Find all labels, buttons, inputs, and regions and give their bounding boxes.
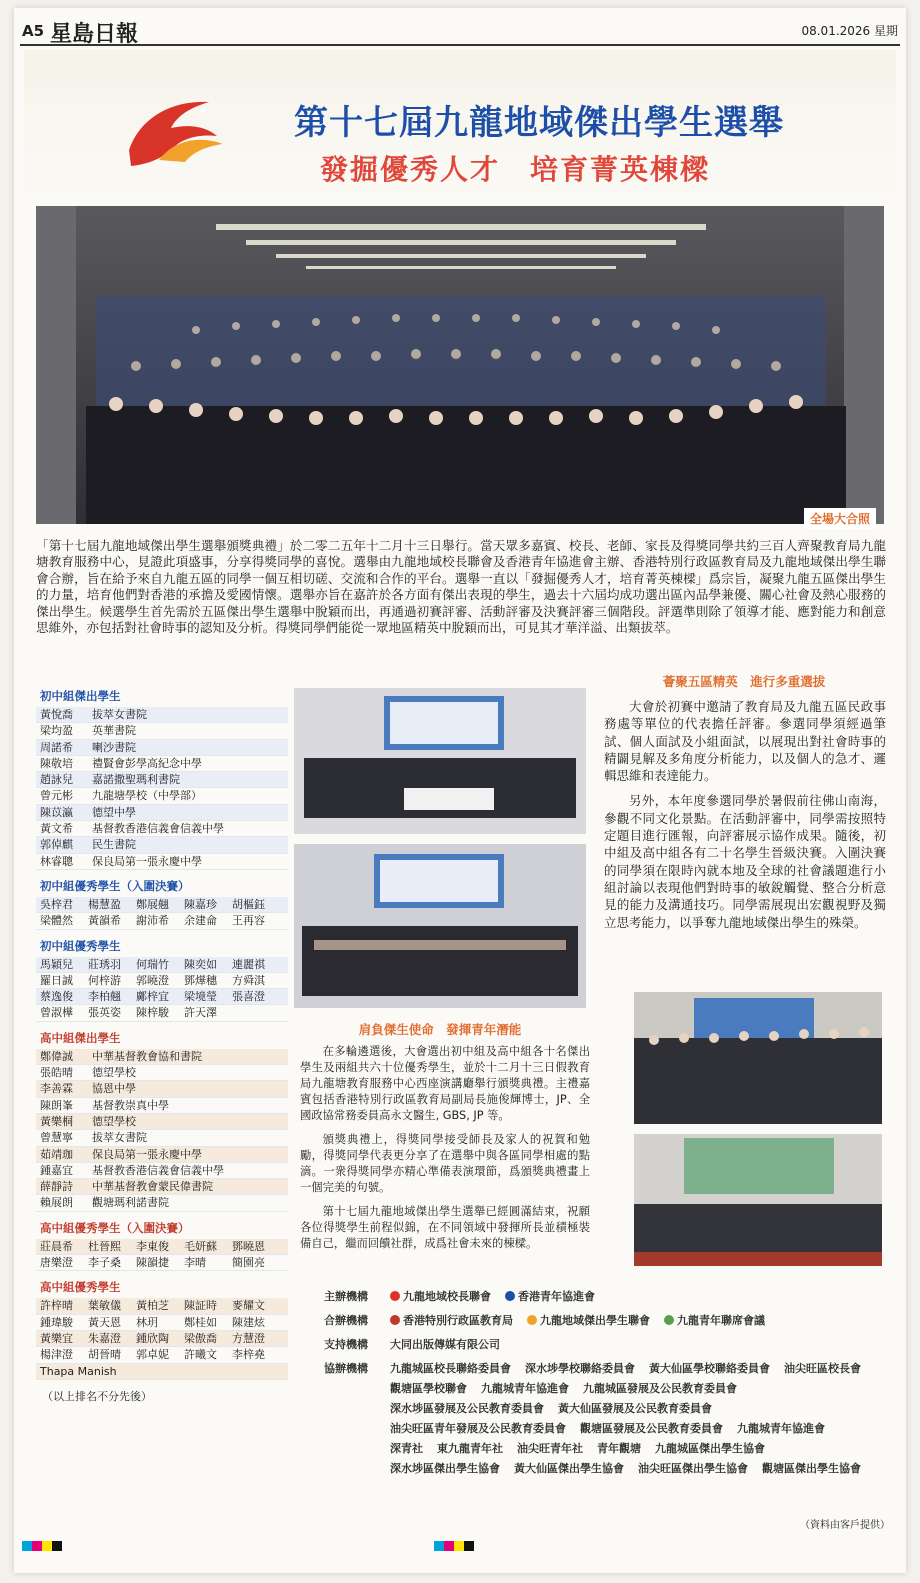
school-name: 德望學校 <box>92 1066 136 1080</box>
student-name: 鍾瑋駿 <box>40 1315 73 1329</box>
organizer-name: 九龍城區校長聯絡委員會 <box>390 1362 511 1375</box>
organizer-name: 大同出版傳媒有限公司 <box>390 1338 500 1351</box>
student-name <box>212 1364 250 1379</box>
ceremony-photo-1-illustration <box>294 688 586 834</box>
student-name: 黃柏芝 <box>136 1299 169 1313</box>
headline-banner <box>24 50 896 210</box>
junior-outstanding-list <box>36 688 288 870</box>
organizer-items <box>390 1360 884 1480</box>
list-row <box>36 854 288 870</box>
list-row <box>36 1298 288 1314</box>
student-name: 鄺梓宜 <box>136 990 169 1004</box>
student-name: 杜晉熙 <box>88 1239 121 1253</box>
student-name: 何梓游 <box>88 973 121 987</box>
student-name: 麥耀文 <box>232 1299 265 1313</box>
intro-paragraph: 「第十七屆九龍地域傑出學生選舉頒獎典禮」於二零二五年十二月十三日舉行。當天眾多嘉賓、校長、老師、家長及得獎同學共約三百人齊聚教育局九龍塘教育服務中心，見證此項盛事，分享得獎同學的喜悅。選舉由九龍地域校長聯會及香港青年協進會主辦、香港特別行政區教育局及九龍地域傑出學生聯會合辦，旨在給予來自九龍五區的同學一個互相切磋、交流和合作的平台。選舉一直以「發掘優秀人才，培育菁英棟樑」爲宗旨，凝聚九龍五區傑出學生的力量，培育他們對香港的承擔及愛國情懷。選舉亦旨在嘉許於各方面有傑出表現的學生，過去十六屆均成功選出區內品學兼優、關心社會及熱心服務的傑出學生。候選學生首先需於五區傑出學生選舉中脫穎而出，再通過初賽評審、活動評審及決賽評審三個階段。評選準則除了領導才能、應對能力和創意思維外，亦包括對社會時事的認知及分析。得獎同學們能從一眾地區精英中脫穎而出，可見其才華洋溢、出類拔萃。 <box>36 538 886 636</box>
ceremony-photo-2-illustration <box>294 844 586 1008</box>
list-heading: 初中組優秀學生 <box>40 938 121 953</box>
list-table <box>36 1298 288 1379</box>
student-name: 周諾希 <box>40 740 73 754</box>
list-row <box>36 1239 288 1255</box>
organizer-name: 九龍城區發展及公民教育委員會 <box>583 1382 737 1395</box>
organizer-name: 油尖旺區青年發展及公民教育委員會 <box>390 1422 566 1435</box>
organizers-block <box>324 1288 884 1484</box>
list-row <box>36 1098 288 1114</box>
student-name <box>250 1364 288 1379</box>
organizer-name: 深水埗學校聯絡委員會 <box>525 1362 635 1375</box>
student-name: 方舜淇 <box>232 973 265 987</box>
list-heading: 高中組優秀學生（入圍決賽） <box>40 1220 190 1235</box>
student-name: 鍾嘉宜 <box>40 1163 73 1177</box>
paragraph: 第十七屆九龍地域傑出學生選舉已經圓滿結束，祝願各位得獎學生前程似錦，在不同領域中發揮所長並積極裝備自己，繼而回饋社群，成爲社會未來的棟樑。 <box>300 1205 590 1250</box>
student-name: 馬穎兒 <box>40 957 73 971</box>
organizer-name: 黃大仙區傑出學生協會 <box>514 1462 624 1475</box>
paper-name: 星島日報 <box>50 21 139 47</box>
organizer-label: 合辦機構 <box>324 1314 368 1327</box>
paragraph: 另外，本年度參選同學於暑假前往佛山南海，參觀不同文化景點。在活動評審中，同學需按照特定題目進行匯報，向評審展示協作成果。隨後，初中組及高中組各有二十名學生晉級決賽。入圍決賽的同學須在限時內就本地及全球的社會議題進行小組討論以表現他們對時事的敏銳觸覺、整合分析意見的能力及溝通技巧。同學需展現出宏觀視野及獨立思考能力，以爭奪九龍地域傑出學生的殊榮。 <box>604 793 886 930</box>
school-name: 基督教香港信義會信義中學 <box>92 1163 224 1177</box>
senior-excellent-finalists-list <box>36 1220 288 1272</box>
students-photo <box>634 1134 882 1266</box>
organizer-label: 支持機構 <box>324 1338 368 1351</box>
list-row <box>36 837 288 853</box>
student-name: 陳奕如 <box>184 957 217 971</box>
student-name: 茹靖珈 <box>40 1147 73 1161</box>
student-name <box>232 1005 280 1020</box>
student-name: 何瑞竹 <box>136 957 169 971</box>
student-name: 莊晨希 <box>40 1239 73 1253</box>
ceremony-photo-1 <box>294 688 586 834</box>
student-name: 朱嘉澄 <box>88 1331 121 1345</box>
guests-photo <box>634 992 882 1124</box>
list-row <box>36 1147 288 1163</box>
student-name: 梁均盈 <box>40 724 73 738</box>
student-name: 鄧燁穗 <box>184 973 217 987</box>
student-name: 黃悅喬 <box>40 708 73 721</box>
school-name: 保良局第一張永慶中學 <box>92 1147 202 1161</box>
student-name: 謝沛希 <box>136 914 169 928</box>
student-name: 許天澤 <box>184 1006 217 1020</box>
student-name: 鄭偉誠 <box>40 1049 73 1063</box>
student-name: 陳敬培 <box>40 756 73 770</box>
list-row <box>36 1081 288 1097</box>
section-heading-middle: 肩負傑生使命 發揮青年潛能 <box>358 1022 522 1037</box>
organizer-name: 黃大仙區學校聯絡委員會 <box>649 1362 770 1375</box>
photo-caption: 全場大合照 <box>804 508 876 529</box>
student-name: 陳梓駿 <box>136 1006 169 1020</box>
student-name: 張喜澄 <box>232 990 265 1004</box>
student-name: 郭倬麒 <box>40 838 73 852</box>
list-heading: 高中組優秀學生 <box>40 1280 121 1295</box>
student-name: 李善霖 <box>40 1082 73 1096</box>
school-name: 觀塘瑪利諾書院 <box>92 1196 169 1210</box>
student-name: 胡樞鈺 <box>232 897 265 911</box>
school-name: 基督教香港信義會信義中學 <box>92 822 224 836</box>
student-name: 曾元彬 <box>40 789 73 803</box>
list-row <box>36 805 288 821</box>
ranking-note: （以上排名不分先後） <box>42 1389 152 1403</box>
headline-title: 第十七屆九龍地域傑出學生選舉 <box>294 103 784 143</box>
student-name: 李梓堯 <box>232 1348 265 1362</box>
list-row <box>36 1195 288 1211</box>
group-photo-illustration <box>36 206 884 524</box>
list-table <box>36 1049 288 1212</box>
organizer-name: 東九龍青年社 <box>437 1442 503 1455</box>
student-name: 王再容 <box>232 914 265 928</box>
print-color-bar <box>434 1541 474 1551</box>
student-name: 黃樂宜 <box>40 1331 73 1345</box>
student-name: 楊慧盈 <box>88 897 121 911</box>
organizer-name: 深青社 <box>390 1442 423 1455</box>
student-name: 鄭桂如 <box>184 1315 217 1329</box>
student-name: 毛妍蘇 <box>184 1239 217 1253</box>
list-row <box>36 1364 288 1380</box>
organizer-items <box>390 1288 884 1308</box>
student-name: 方慧澄 <box>232 1331 265 1345</box>
student-name: 薛靜詩 <box>40 1180 73 1194</box>
list-row <box>36 821 288 837</box>
student-name: 鄧曉恩 <box>232 1239 265 1253</box>
list-heading: 初中組優秀學生（入圍決賽） <box>40 878 190 893</box>
list-row <box>36 973 288 989</box>
student-name: 黃韻希 <box>88 914 121 928</box>
organizer-name: 青年觀塘 <box>597 1442 641 1455</box>
list-row <box>36 1315 288 1331</box>
organizer-label: 主辦機構 <box>324 1290 368 1303</box>
student-name: 李柏翹 <box>88 990 121 1004</box>
organizer-label: 協辦機構 <box>324 1362 368 1375</box>
organizer-name: 觀塘區發展及公民教育委員會 <box>580 1422 723 1435</box>
publication-date: 08.01.2026 星期 <box>801 24 898 38</box>
organizer-items <box>390 1336 884 1356</box>
student-name: 張英姿 <box>88 1006 121 1020</box>
list-row <box>36 1130 288 1146</box>
list-row <box>36 1163 288 1179</box>
senior-excellent-list <box>36 1279 288 1379</box>
list-heading: 初中組傑出學生 <box>40 689 121 703</box>
school-name: 德望中學 <box>92 805 136 819</box>
student-name: 葉敏儀 <box>88 1299 121 1313</box>
page-number: A5 <box>22 22 45 40</box>
paragraph: 在多輪遴選後，大會選出初中組及高中組各十名傑出學生及兩組共六十位優秀學生，並於十二月十三日假教育局九龍塘教育服務中心西座演講廳舉行頒獎典禮。主禮嘉賓包括香港特別行政區教育局副局長施俊輝博士，JP、全國政協常務委員高永文醫生, GBS, JP 等。 <box>300 1045 590 1122</box>
list-row <box>36 1331 288 1347</box>
source-note: （資料由客戶提供） <box>800 1520 890 1531</box>
group-photo <box>36 206 884 524</box>
list-row <box>36 740 288 756</box>
middle-article <box>300 1044 590 1260</box>
organizer-name: 九龍城青年協進會 <box>481 1382 569 1395</box>
organizer-row <box>324 1336 884 1356</box>
student-name: 陳韻捷 <box>136 1256 169 1270</box>
student-name: 賴展朗 <box>40 1196 73 1210</box>
student-name: 蔡逸俊 <box>40 990 73 1004</box>
school-name: 協恩中學 <box>92 1082 136 1096</box>
school-name: 基督教崇真中學 <box>92 1098 169 1112</box>
list-row <box>36 707 288 723</box>
organizer-row <box>324 1288 884 1308</box>
student-name: 胡晉晴 <box>88 1348 121 1362</box>
students-photo-illustration <box>634 1134 882 1266</box>
dragon-logo-icon <box>119 80 229 175</box>
organizer-row <box>324 1360 884 1480</box>
student-name: 曾慧寧 <box>40 1131 73 1145</box>
student-name: 林睿聰 <box>40 854 73 868</box>
hkyaa-logo-icon <box>505 1291 515 1301</box>
right-article <box>604 698 886 939</box>
organizer-name: 觀塘區學校聯會 <box>390 1382 467 1395</box>
student-name: 陳証時 <box>184 1299 217 1313</box>
senior-outstanding-list <box>36 1030 288 1212</box>
paragraph: 大會於初賽中邀請了教育局及九龍五區民政事務處等單位的代表擔任評審。參選同學須經過筆試、個人面試及小組面試，以展現出對社會時事的精闢見解及多角度分析能力，以及個人的急才、邏輯思維和表達能力。 <box>604 699 886 784</box>
junior-excellent-list <box>36 938 288 1022</box>
student-name: 梁境瑩 <box>184 990 217 1004</box>
student-name: 莊琇羽 <box>88 957 121 971</box>
organizer-name: 油尖旺區傑出學生協會 <box>638 1462 748 1475</box>
school-name: 英華書院 <box>92 724 136 738</box>
student-name: 曾淑樺 <box>40 1006 73 1020</box>
list-heading: 高中組傑出學生 <box>40 1030 121 1045</box>
organizer-name: 九龍地域傑出學生聯會 <box>527 1312 650 1328</box>
student-name: 李子桑 <box>88 1256 121 1270</box>
student-name: 梁傲喬 <box>184 1331 217 1345</box>
list-table <box>36 957 288 1022</box>
school-name: 保良局第一張永慶中學 <box>92 854 202 868</box>
organizer-name: 觀塘區傑出學生協會 <box>762 1462 861 1475</box>
youth-council-logo-icon <box>664 1315 674 1325</box>
organizer-name: 深水埗區傑出學生協會 <box>390 1462 500 1475</box>
student-name: 李東俊 <box>136 1239 169 1253</box>
list-row <box>36 897 288 913</box>
section-heading-right: 薈聚五區精英 進行多重選拔 <box>662 674 826 689</box>
list-row <box>36 772 288 788</box>
student-name: 林玥 <box>136 1315 158 1329</box>
list-row <box>36 1255 288 1271</box>
student-name: 連麗祺 <box>232 957 265 971</box>
list-row <box>36 723 288 739</box>
organizer-name: 香港青年協進會 <box>505 1288 595 1304</box>
organizer-name: 九龍青年聯席會議 <box>664 1312 765 1328</box>
school-name: 禮賢會彭學高紀念中學 <box>92 756 202 770</box>
student-name: 唐樂澄 <box>40 1256 73 1270</box>
junior-excellent-finalists-list <box>36 878 288 930</box>
list-row <box>36 1114 288 1130</box>
paragraph: 頒獎典禮上，得獎同學接受師長及家人的祝賀和勉勵，得獎同學代表更分享了在選舉中與各區同學相處的點滴。一衆得獎同學亦精心準備表演環節，爲頒獎典禮畫上一個完美的句號。 <box>300 1133 590 1194</box>
list-row <box>36 1347 288 1363</box>
student-name: 郭曉澄 <box>136 973 169 987</box>
student-name: 李晴 <box>184 1256 206 1270</box>
newspaper-page <box>14 8 906 1573</box>
school-name: 嘉諾撒聖瑪利書院 <box>92 773 180 787</box>
organizer-name: 深水埗區發展及公民教育委員會 <box>390 1402 544 1415</box>
list-row <box>36 1179 288 1195</box>
student-name: 許梓晴 <box>40 1299 73 1313</box>
student-name: 梁體然 <box>40 914 73 928</box>
student-name: 羅日誠 <box>40 973 73 987</box>
list-table <box>36 897 288 930</box>
print-color-bar <box>22 1541 62 1551</box>
student-name: 許曦文 <box>184 1348 217 1362</box>
organizer-name: 油尖旺區校長會 <box>784 1362 861 1375</box>
student-name: 鍾欣陶 <box>136 1331 169 1345</box>
list-row <box>36 913 288 929</box>
list-row <box>36 957 288 973</box>
organizer-name: 九龍地域校長聯會 <box>390 1288 491 1304</box>
guests-photo-illustration <box>634 992 882 1124</box>
list-row <box>36 788 288 804</box>
student-name: 簡園亮 <box>232 1256 265 1270</box>
student-name: Thapa Manish <box>40 1364 117 1378</box>
student-name: 郭卓妮 <box>136 1348 169 1362</box>
school-name: 拔萃女書院 <box>92 708 147 721</box>
school-name: 德望學校 <box>92 1114 136 1128</box>
student-name <box>174 1364 212 1379</box>
student-name: 余建侖 <box>184 914 217 928</box>
school-name: 拔萃女書院 <box>92 1131 147 1145</box>
hksar-emblem-icon <box>390 1315 400 1325</box>
student-name: 陳建炫 <box>232 1315 265 1329</box>
list-table <box>36 707 288 870</box>
student-name: 吳梓君 <box>40 897 73 911</box>
student-name: 黃樂桐 <box>40 1114 73 1128</box>
school-name: 中華基督教會蒙民偉書院 <box>92 1180 213 1194</box>
list-row <box>36 1065 288 1081</box>
organizer-name: 油尖旺青年社 <box>517 1442 583 1455</box>
student-name: 張皓晴 <box>40 1066 73 1080</box>
school-name: 民生書院 <box>92 838 136 852</box>
list-row <box>36 756 288 772</box>
masthead <box>20 16 900 46</box>
list-row <box>36 989 288 1005</box>
organizer-row <box>324 1312 884 1332</box>
student-name: 趙詠兒 <box>40 773 73 787</box>
list-row <box>36 1005 288 1021</box>
organizer-name: 黃大仙區發展及公民教育委員會 <box>558 1402 712 1415</box>
school-name: 喇沙書院 <box>92 740 136 754</box>
student-name: 陳嘉珍 <box>184 897 217 911</box>
ceremony-photo-2 <box>294 844 586 1008</box>
student-name: 黃天恩 <box>88 1315 121 1329</box>
kowloon-heads-logo-icon <box>390 1291 400 1301</box>
student-name <box>135 1364 173 1379</box>
headline-subtitle: 發掘優秀人才 培育菁英棟樑 <box>320 153 711 186</box>
organizer-name: 香港特別行政區教育局 <box>390 1312 513 1328</box>
school-name: 中華基督教會協和書院 <box>92 1049 202 1063</box>
student-name: 黃文希 <box>40 822 73 836</box>
school-name: 九龍塘學校（中學部） <box>92 789 202 803</box>
alumni-logo-icon <box>527 1315 537 1325</box>
organizer-name: 九龍城青年協進會 <box>737 1422 825 1435</box>
student-name: 楊津澄 <box>40 1348 73 1362</box>
student-name: 陳苡瀛 <box>40 805 73 819</box>
list-row <box>36 1049 288 1065</box>
organizer-name: 九龍城區傑出學生協會 <box>655 1442 765 1455</box>
student-name: 鄭展翹 <box>136 897 169 911</box>
organizer-items <box>390 1312 884 1332</box>
student-name: 陳朗峯 <box>40 1098 73 1112</box>
list-table <box>36 1239 288 1272</box>
winner-lists <box>36 682 288 1404</box>
